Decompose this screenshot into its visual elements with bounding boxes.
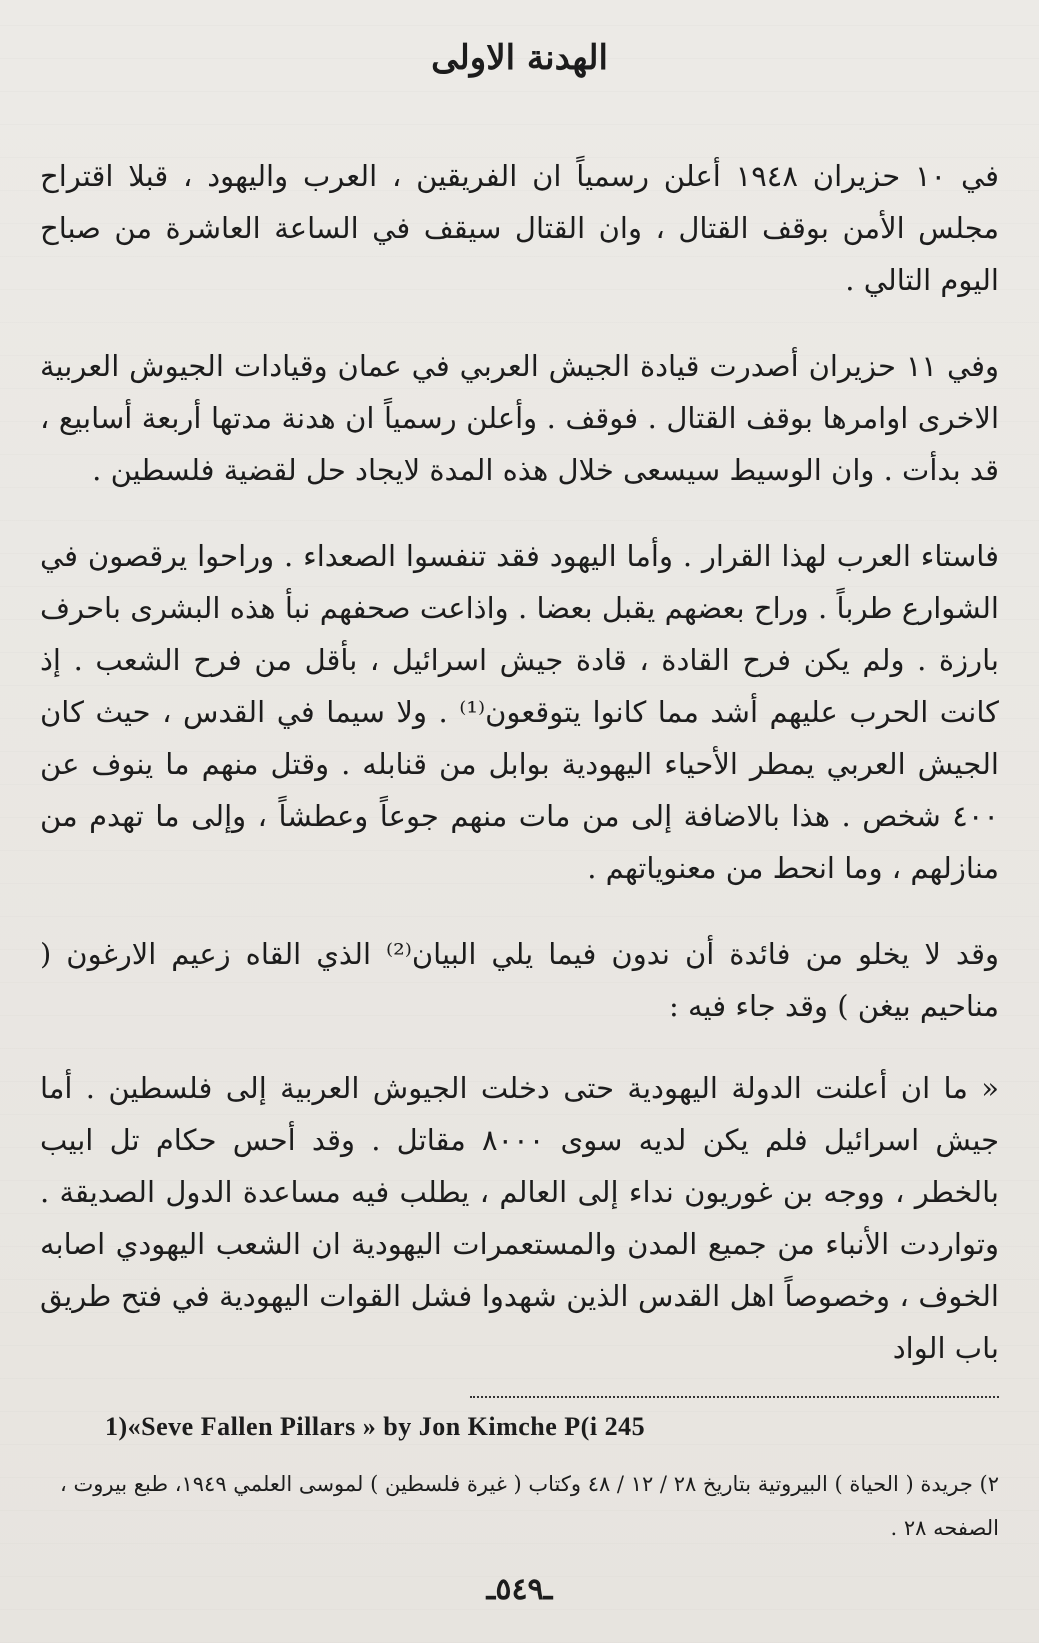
chapter-title: الهدنة الاولى <box>431 38 608 78</box>
paragraph-2: وفي ١١ حزيران أصدرت قيادة الجيش العربي في عمان وقيادات الجيوش العربية الاخرى اوامرها بوقف القتال . فوقف . وأعلن رسمياً ان هدنة مدتها أربعة أسابيع ، قد بدأت . وان الوسيط سيسعى خلال هذه المدة لايجاد حل لقضية فلسطين . <box>40 349 999 487</box>
footnote-2: ٢) جريدة ( الحياة ) البيروتية بتاريخ ٢٨ / ١٢ / ٤٨ وكتاب ( غيرة فلسطين ) لموسى العلمي ١٩٤٩، طبع بيروت ، الصفحه ٢٨ . <box>60 1472 999 1540</box>
paragraph-1: في ١٠ حزيران ١٩٤٨ أعلن رسمياً ان الفريقين ، العرب واليهود ، قبلا اقتراح مجلس الأمن بوقف القتال ، وان القتال سيقف في الساعة العاشرة من صباح اليوم التالي . <box>40 159 999 297</box>
page-number: ـ٥٤٩ـ <box>486 1572 553 1607</box>
footnote-divider <box>470 1396 999 1398</box>
body-text <box>40 150 999 1408</box>
paragraph-4: وقد لا يخلو من فائدة أن ندون فيما يلي البيان⁽²⁾ الذي القاه زعيم الارغون ( مناحيم بيغن ) وقد جاء فيه : <box>40 937 999 1023</box>
paragraph-5: « ما ان أعلنت الدولة اليهودية حتى دخلت الجيوش العربية إلى فلسطين . أما جيش اسرائيل فلم يكن لديه سوى ٨٠٠٠ مقاتل . وقد أحس حكام تل ابيب بالخطر ، ووجه بن غوريون نداء إلى العالم ، يطلب فيه مساعدة الدول الصديقة . وتواردت الأنباء من جميع المدن والمستعمرات اليهودية ان الشعب اليهودي اصابه الخوف ، وخصوصاً اهل القدس الذين شهدوا فشل القوات اليهودية في فتح طريق باب الواد <box>40 1071 999 1365</box>
footnote-1: 1)«Seve Fallen Pillars » by Jon Kimche P(i 245 <box>105 1412 646 1441</box>
paragraph-3: فاستاء العرب لهذا القرار . وأما اليهود فقد تنفسوا الصعداء . وراحوا يرقصون في الشوارع طرباً . وراح بعضهم يقبل بعضا . واذاعت صحفهم نبأ هذه البشرى باحرف بارزة . ولم يكن فرح القادة ، قادة جيش اسرائيل ، بأقل من فرح الشعب . إذ كانت الحرب عليهم أشد مما كانوا يتوقعون⁽¹⁾ . ولا سيما في القدس ، حيث كان الجيش العربي يمطر الأحياء اليهودية بوابل من قنابله . وقتل منهم ما ينوف عن ٤٠٠ شخص . هذا بالاضافة إلى من مات منهم جوعاً وعطشاً ، وإلى ما تهدم من منازلهم ، وما انحط من معنوياتهم . <box>40 539 999 885</box>
